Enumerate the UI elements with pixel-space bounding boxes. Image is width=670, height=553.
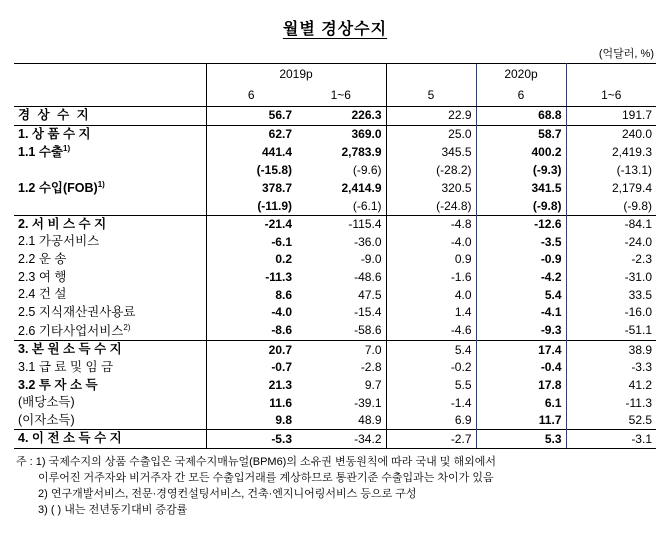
- cell-value: -4.8: [386, 215, 476, 233]
- cell-value: 5.4: [386, 341, 476, 359]
- row-label: [14, 179, 206, 198]
- table-row: [14, 286, 656, 304]
- cell-value-highlight: -0.9: [476, 251, 566, 269]
- cell-value: (-15.8): [206, 162, 296, 179]
- cell-value: -0.7: [206, 359, 296, 377]
- page-title: 월별 경상수지: [282, 21, 388, 38]
- cell-value: (-13.1): [616, 163, 652, 178]
- cell-value-highlight: 6.1: [476, 394, 566, 412]
- cell-value: 52.5: [628, 413, 652, 428]
- cell-value: -51.1: [624, 323, 652, 338]
- cell-value: (-24.8): [386, 198, 476, 216]
- footnote-line-1: 주 : 1) 국제수지의 상품 수출입은 국제수지매뉴얼(BPM6)의 소유권 변동원칙에 따라 국내 및 해외에서: [16, 456, 496, 469]
- cell-value: (-6.1): [352, 198, 382, 213]
- cell-value: 20.7: [206, 341, 296, 359]
- cell-value: -9.0: [360, 252, 382, 267]
- row-label: 2.2 운 송: [18, 252, 67, 267]
- row-label: 2.4 건 설: [18, 287, 67, 302]
- table-row: [14, 359, 656, 377]
- cell-value: 191.7: [621, 108, 652, 123]
- row-label-text: 2.6 기타사업서비스: [18, 323, 124, 338]
- row-label: 2.1 가공서비스: [18, 234, 100, 249]
- row-label: 3. 본 원 소 득 수 지: [14, 341, 206, 359]
- cell-value: -4.0: [206, 304, 296, 322]
- cell-value: 5.5: [386, 377, 476, 395]
- cell-value: 33.5: [628, 287, 652, 302]
- cell-value: 2,179.4: [611, 180, 652, 195]
- table-row: [14, 304, 656, 322]
- cell-value: 48.9: [358, 413, 382, 428]
- table-row: [14, 179, 656, 198]
- row-label: 2.3 여 행: [18, 269, 67, 284]
- row-label: [14, 198, 206, 216]
- cell-value-highlight: 5.4: [476, 286, 566, 304]
- table-row: [14, 377, 656, 395]
- header-spacer-2020-left: [386, 64, 476, 86]
- cell-value: -24.0: [624, 234, 652, 249]
- cell-value: 226.3: [351, 108, 382, 123]
- header-year-2020: 2020p: [476, 64, 566, 86]
- header-spacer-2020-right: [566, 64, 656, 86]
- footnote-line-3: 2) 연구개발서비스, 전문·경영컨설팅서비스, 건축·엔지니어링서비스 등으로 구성: [38, 487, 417, 500]
- cell-value: 9.8: [206, 412, 296, 430]
- cell-value: 2,419.3: [611, 145, 652, 160]
- table-row: [14, 322, 656, 341]
- cell-value-highlight: 341.5: [476, 179, 566, 198]
- cell-value: 7.0: [296, 341, 386, 359]
- cell-value: -21.4: [206, 215, 296, 233]
- cell-value: 6.9: [386, 412, 476, 430]
- cell-value: 56.7: [206, 107, 296, 126]
- cell-value: -58.6: [354, 323, 382, 338]
- cell-value: 0.9: [386, 251, 476, 269]
- header-col-2020-5: 5: [386, 85, 476, 107]
- table-row: [14, 341, 656, 359]
- cell-value: 240.0: [566, 125, 656, 143]
- footnote-marker: 1): [63, 144, 71, 154]
- cell-value-highlight: 68.8: [476, 107, 566, 126]
- cell-value: -84.1: [566, 215, 656, 233]
- header-year-2019: 2019p: [206, 64, 386, 86]
- table-row: [14, 412, 656, 430]
- row-label: 2.5 지식재산권사용료: [18, 304, 136, 319]
- cell-value-highlight: 17.4: [476, 341, 566, 359]
- header-year-row: [14, 64, 656, 86]
- cell-value: 345.5: [386, 143, 476, 162]
- header-empty-label: [14, 85, 206, 107]
- table-row: [14, 430, 656, 449]
- balance-of-payments-table: [14, 63, 656, 449]
- cell-value: -34.2: [296, 430, 386, 449]
- cell-value: (-11.9): [206, 198, 296, 216]
- table-row: [14, 251, 656, 269]
- header-period-row: [14, 85, 656, 107]
- cell-value: -8.6: [206, 322, 296, 341]
- cell-value-highlight: -4.1: [476, 304, 566, 322]
- footnote-marker: 2): [123, 322, 131, 332]
- cell-value: -48.6: [354, 270, 382, 284]
- cell-value-highlight: (-9.8): [476, 198, 566, 216]
- cell-value: 441.4: [206, 143, 296, 162]
- header-col-2020-6: 6: [476, 85, 566, 107]
- cell-value: 320.5: [386, 179, 476, 198]
- cell-value: -4.0: [386, 233, 476, 251]
- footnotes: [14, 455, 656, 519]
- row-label: 1. 상 품 수 지: [14, 125, 206, 143]
- table-row: [14, 198, 656, 216]
- cell-value: -5.3: [206, 430, 296, 449]
- cell-value: -2.7: [386, 430, 476, 449]
- header-col-2020-h1: 1~6: [566, 85, 656, 107]
- cell-value: -1.6: [386, 269, 476, 287]
- cell-value: 8.6: [206, 286, 296, 304]
- row-label: 4. 이 전 소 득 수 지: [14, 430, 206, 449]
- cell-value: 9.7: [364, 377, 382, 392]
- cell-value-highlight: 400.2: [476, 143, 566, 162]
- table-row: [14, 162, 656, 179]
- row-label: [14, 322, 206, 341]
- cell-value: -0.2: [386, 359, 476, 377]
- cell-value: (-9.8): [623, 198, 652, 213]
- cell-value: -11.3: [625, 395, 652, 410]
- footnote-line-4: 3) ( ) 내는 전년동기대비 증감률: [38, 503, 188, 516]
- cell-value: (-28.2): [386, 162, 476, 179]
- row-label: (이자소득): [18, 412, 75, 427]
- table-row: [14, 107, 656, 126]
- cell-value-highlight: -9.3: [476, 322, 566, 341]
- cell-value: -16.0: [624, 305, 652, 320]
- cell-value: 2,783.9: [341, 145, 382, 160]
- row-label: 3.1 급 료 및 임 금: [18, 359, 114, 374]
- header-col-2019-6: 6: [206, 85, 296, 107]
- cell-value-highlight: 58.7: [476, 125, 566, 143]
- row-label-text: 1.1 수출: [18, 145, 63, 160]
- cell-value: -36.0: [354, 234, 382, 249]
- footnote-line-2: 이루어진 거주자와 비거주자 간 모든 수출입거래를 계상하므로 통관기준 수출입과는 차이가 있음: [38, 472, 494, 485]
- cell-value: 62.7: [206, 125, 296, 143]
- cell-value: -2.8: [360, 360, 382, 375]
- cell-value: -11.3: [206, 269, 296, 287]
- cell-value: 41.2: [628, 377, 652, 392]
- cell-value: -1.4: [386, 394, 476, 412]
- row-label: [14, 143, 206, 162]
- row-label: [14, 162, 206, 179]
- cell-value: 2,414.9: [341, 180, 382, 195]
- table-row: [14, 233, 656, 251]
- cell-value: 378.7: [206, 179, 296, 198]
- table-row: [14, 269, 656, 287]
- cell-value: 25.0: [386, 125, 476, 143]
- table-row: [14, 125, 656, 143]
- table-row: [14, 143, 656, 162]
- row-label-text: 1.2 수입(FOB): [18, 181, 98, 196]
- cell-value-highlight: 11.7: [476, 412, 566, 430]
- table-body: [14, 107, 656, 449]
- row-label: 3.2 투 자 소 득: [18, 377, 98, 392]
- cell-value: 22.9: [386, 107, 476, 126]
- cell-value: -2.3: [631, 252, 652, 267]
- table-row: [14, 215, 656, 233]
- cell-value-highlight: 5.3: [476, 430, 566, 449]
- cell-value: (-9.6): [352, 163, 382, 178]
- cell-value: -15.4: [354, 305, 382, 320]
- cell-value: 369.0: [296, 125, 386, 143]
- cell-value: 11.6: [206, 394, 296, 412]
- cell-value-highlight: -0.4: [476, 359, 566, 377]
- cell-value: 1.4: [386, 304, 476, 322]
- row-label: (배당소득): [18, 395, 75, 410]
- cell-value: -6.1: [206, 233, 296, 251]
- row-label: 경 상 수 지: [18, 108, 91, 122]
- header-corner-cell: [14, 64, 206, 86]
- cell-value: -4.6: [386, 322, 476, 341]
- cell-value: -115.4: [296, 215, 386, 233]
- cell-value: -31.0: [624, 270, 652, 284]
- cell-value-highlight: -4.2: [476, 269, 566, 287]
- cell-value: 38.9: [566, 341, 656, 359]
- unit-note: (억달러, %): [598, 48, 654, 60]
- cell-value: 47.5: [358, 287, 382, 302]
- cell-value-highlight: -12.6: [476, 215, 566, 233]
- cell-value: 0.2: [206, 251, 296, 269]
- table-header: [14, 64, 656, 107]
- cell-value: 4.0: [386, 286, 476, 304]
- row-label: 2. 서 비 스 수 지: [14, 215, 206, 233]
- cell-value: -39.1: [354, 395, 382, 410]
- cell-value-highlight: (-9.3): [476, 162, 566, 179]
- cell-value-highlight: -3.5: [476, 233, 566, 251]
- footnote-marker: 1): [97, 180, 105, 190]
- cell-value: 21.3: [206, 377, 296, 395]
- header-col-2019-h1: 1~6: [296, 85, 386, 107]
- cell-value-highlight: 17.8: [476, 377, 566, 395]
- cell-value: -3.1: [566, 430, 656, 449]
- table-row: [14, 394, 656, 412]
- cell-value: -3.3: [631, 360, 652, 375]
